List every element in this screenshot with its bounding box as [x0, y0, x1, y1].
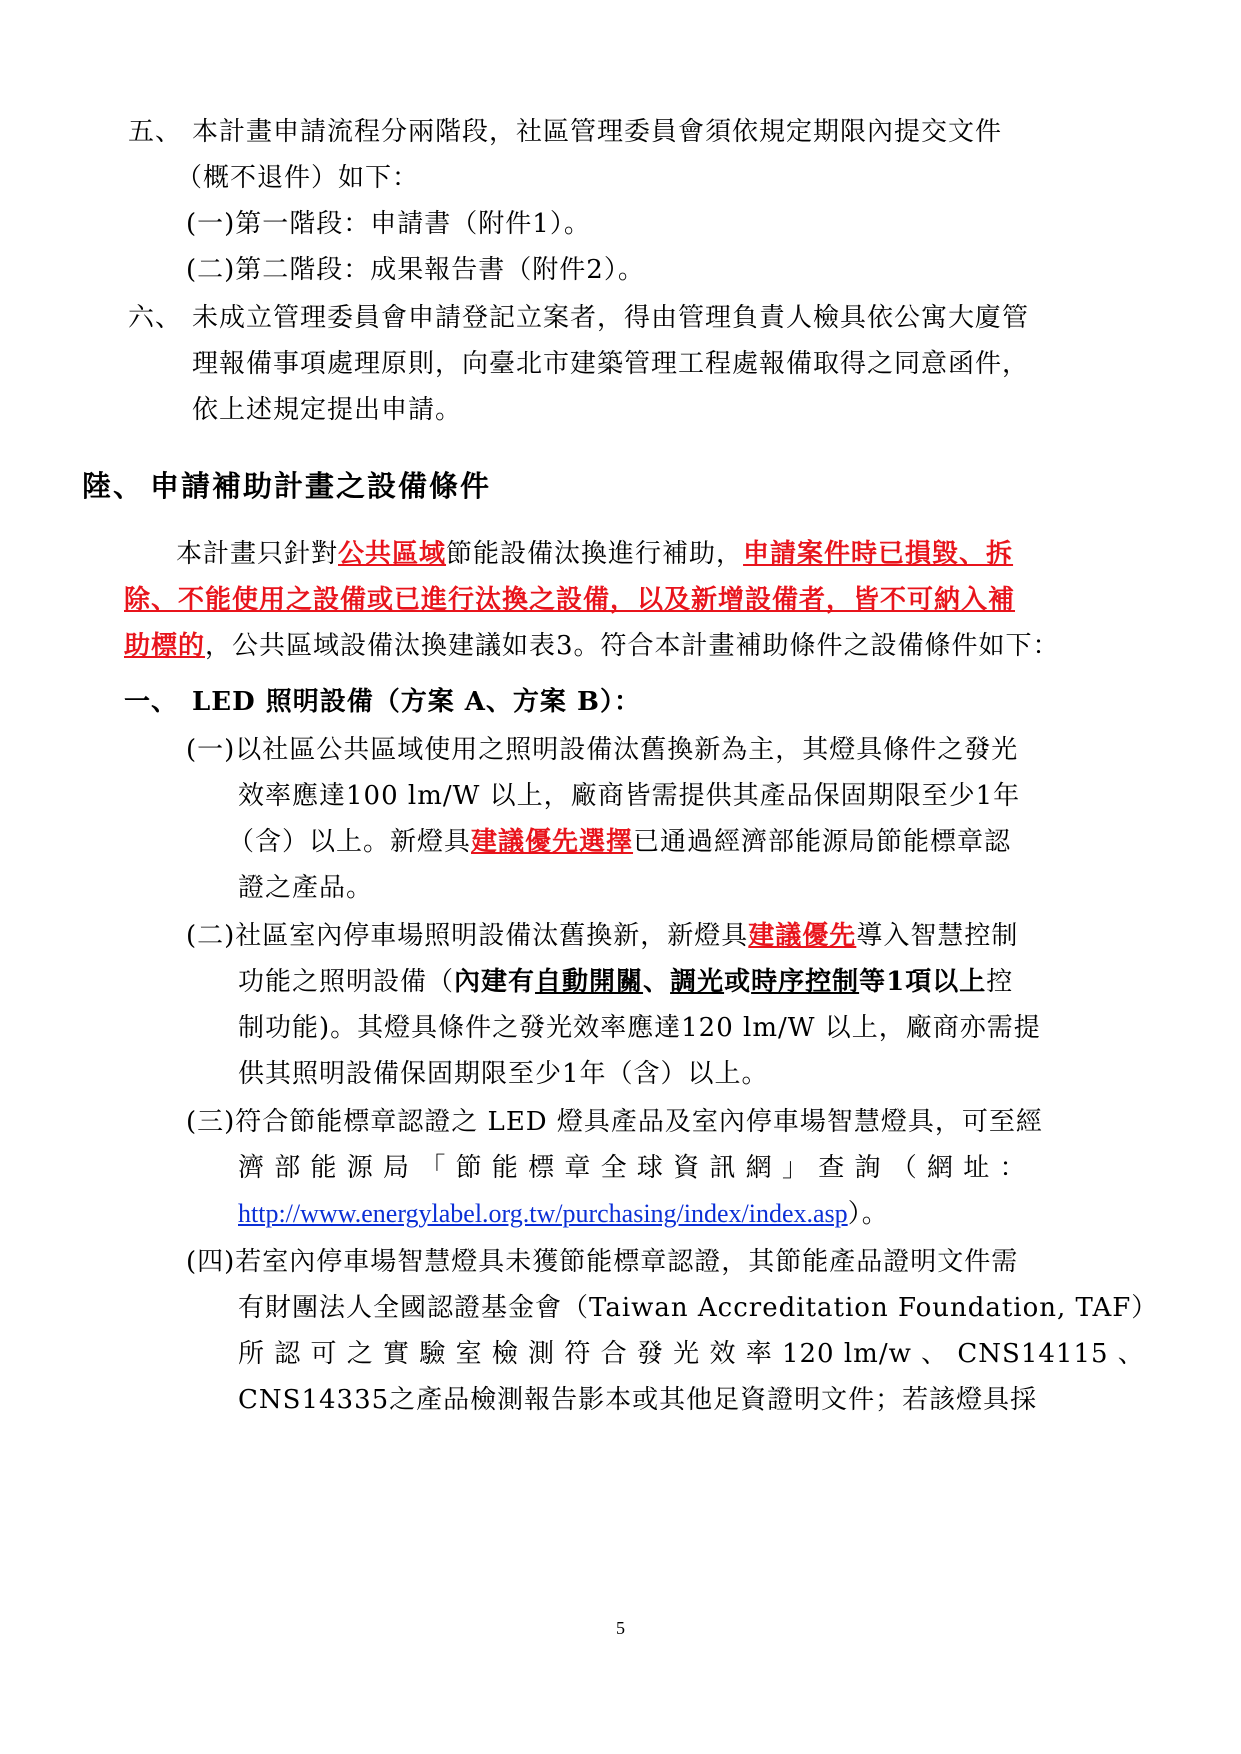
clause-2-timing-control: 時序控制	[751, 967, 860, 997]
energylabel-link[interactable]: http://www.energylabel.org.tw/purchasing/index/index.asp	[238, 1199, 848, 1228]
item-5-sub1: (一)第一階段：申請書（附件1）。	[186, 209, 591, 239]
clause-2-bold: 或	[724, 967, 752, 997]
subsection-1-marker: 一、	[124, 687, 179, 717]
clause-text: 已通過經濟部能源局節能標章認	[633, 827, 1012, 857]
clause-3-line1: (三)符合節能標章認證之 LED 燈具產品及室內停車場智慧燈具，可至經	[186, 1107, 1043, 1137]
clause-2-line2	[238, 964, 1013, 1000]
intro-text: 本計畫只針對	[176, 539, 339, 569]
clause-4-line2: 有財團法人全國認證基金會（Taiwan Accreditation Foundation, TAF）	[238, 1293, 1159, 1323]
clause-2-auto-switch: 自動開關	[535, 967, 644, 997]
clause-3-line2: 濟 部 能 源 局 「 節 能 標 章 全 球 資 訊 網 」 查 詢 （ 網 址 ：	[238, 1153, 1027, 1183]
item-6-line3: 依上述規定提出申請。	[192, 395, 463, 425]
intro-text: 節能設備汰換進行補助，	[446, 539, 744, 569]
item-5-line2: （概不退件）如下：	[176, 163, 420, 193]
intro-highlight-warning: 申請案件時已損毀、拆	[743, 539, 1014, 569]
section-title: 申請補助計畫之設備條件	[150, 469, 492, 503]
clause-text: ）。	[847, 1199, 889, 1229]
intro-line2	[124, 582, 1015, 618]
item-5-marker: 五、	[128, 117, 183, 147]
clause-2-line1	[186, 918, 1018, 954]
clause-1-highlight: 建議優先選擇	[471, 827, 634, 857]
clause-2-highlight: 建議優先	[748, 921, 857, 951]
clause-2-line3: 制功能)。其燈具條件之發光效率應達120 lm/W 以上，廠商亦需提	[238, 1013, 1041, 1043]
clause-1-line3	[228, 824, 1011, 860]
clause-1-line4: 證之產品。	[238, 873, 374, 903]
section-number: 陸、	[82, 469, 145, 503]
clause-4-line4: CNS14335之產品檢測報告影本或其他足資證明文件；若該燈具採	[238, 1385, 1038, 1415]
clause-3-line3	[238, 1196, 889, 1232]
clause-4-line3: 所 認 可 之 實 驗 室 檢 測 符 合 發 光 效 率 120 lm/w 、 CNS14115 、	[238, 1339, 1145, 1369]
intro-text: ，公共區域設備汰換建議如表3。符合本計畫補助條件之設備條件如下：	[205, 631, 1060, 661]
intro-line1	[176, 536, 1013, 572]
intro-line3	[124, 628, 1060, 664]
clause-text: (二)社區室內停車場照明設備汰舊換新，新燈具	[186, 921, 749, 951]
clause-text: 控	[986, 967, 1014, 997]
clause-text: （含）以上。新燈具	[228, 827, 472, 857]
page-number: 5	[616, 1618, 625, 1638]
clause-text: 功能之照明設備（	[238, 967, 455, 997]
intro-highlight-public-area: 公共區域	[338, 539, 447, 569]
clause-text: 導入智慧控制	[856, 921, 1019, 951]
clause-2-bold: 等1項以上	[859, 967, 987, 997]
item-6-line2: 理報備事項處理原則，向臺北市建築管理工程處報備取得之同意函件，	[192, 349, 1030, 379]
clause-2-dimming: 調光	[670, 967, 725, 997]
item-5-line1: 本計畫申請流程分兩階段，社區管理委員會須依規定期限內提交文件	[192, 117, 1003, 147]
clause-1-line1: (一)以社區公共區域使用之照明設備汰舊換新為主，其燈具條件之發光	[186, 735, 1019, 765]
intro-highlight-warning-end: 助標的	[124, 631, 206, 661]
intro-highlight-warning-cont: 除、不能使用之設備或已進行汰換之設備，以及新增設備者，皆不可納入補	[124, 585, 1016, 615]
clause-2-bold: 、	[643, 967, 671, 997]
item-6-marker: 六、	[128, 303, 183, 333]
clause-2-line4: 供其照明設備保固期限至少1年（含）以上。	[238, 1059, 769, 1089]
subsection-1-title: LED 照明設備（方案 A、方案 B）：	[192, 687, 641, 717]
item-5-sub2: (二)第二階段：成果報告書（附件2）。	[186, 255, 645, 285]
clause-1-line2: 效率應達100 lm/W 以上，廠商皆需提供其產品保固期限至少1年	[238, 781, 1021, 811]
clause-2-bold: 內建有	[454, 967, 536, 997]
item-6-line1: 未成立管理委員會申請登記立案者，得由管理負責人檢具依公寓大廈管	[192, 303, 1030, 333]
clause-4-line1: (四)若室內停車場智慧燈具未獲節能標章認證，其節能產品證明文件需	[186, 1247, 1019, 1277]
